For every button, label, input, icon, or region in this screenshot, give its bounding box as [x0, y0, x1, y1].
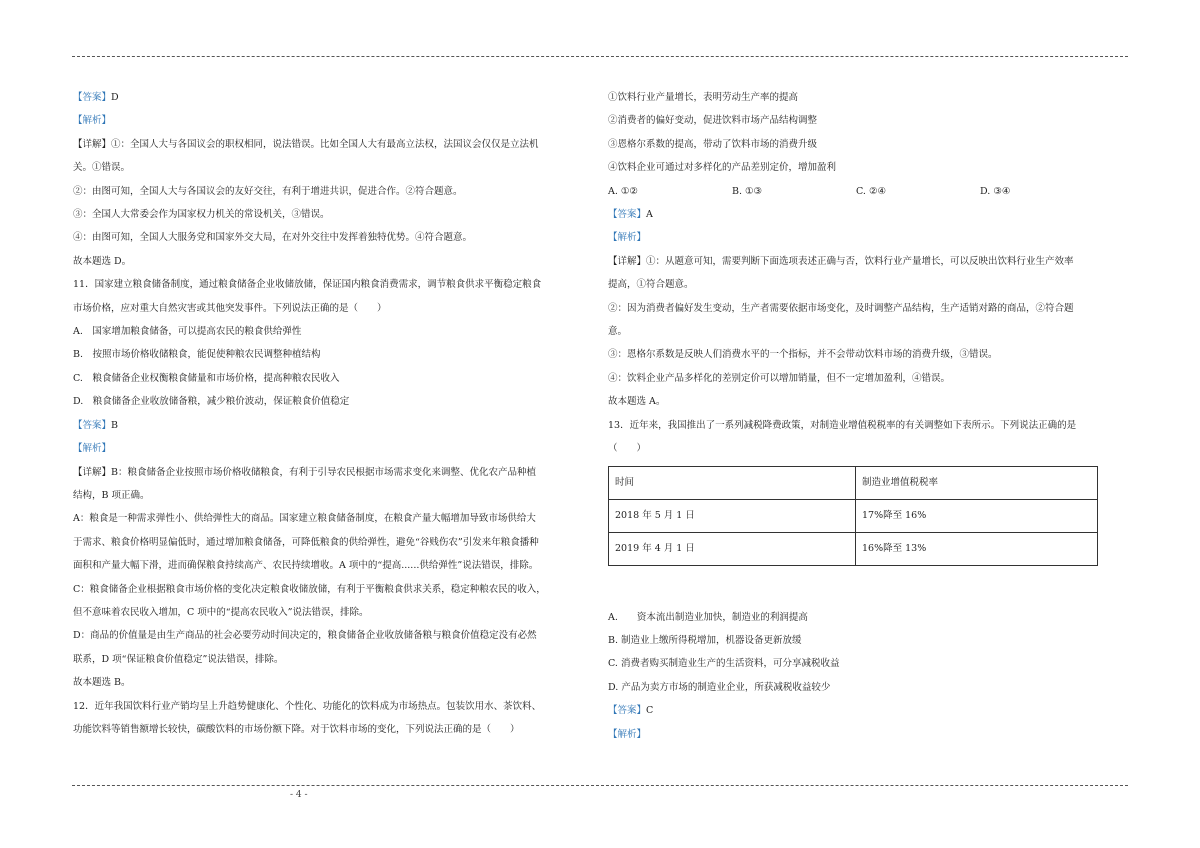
line-text: 但不意味着农民收入增加，C 项中的“提高农民收入”说法错误，排除。: [73, 606, 369, 618]
text-line: [73, 695, 593, 718]
section-tag: 【答案】: [608, 705, 647, 717]
text-line: [608, 390, 1133, 413]
section-tag: 【答案】: [73, 419, 112, 431]
text-line: [608, 699, 1133, 722]
text-line: [73, 531, 593, 554]
text-line: [73, 109, 593, 132]
text-line: [608, 367, 1133, 390]
q12-option-a: A. ①②: [608, 185, 638, 197]
line-text: 关。①错误。: [73, 162, 131, 174]
text-line: [608, 297, 1133, 320]
text-line: [73, 390, 593, 413]
q12-option-d: D. ③④: [980, 185, 1011, 197]
line-text: 提高，①符合题意。: [608, 279, 694, 291]
text-line: [608, 320, 1133, 343]
table-cell: 16%降至 13%: [856, 532, 1098, 565]
line-text: 功能饮料等销售额增长较快，碳酸饮料的市场份额下降。对于饮料市场的变化，下列说法正确的是（ ）: [73, 723, 520, 735]
text-line: [73, 624, 593, 647]
left-column: [73, 86, 593, 741]
text-line: [73, 461, 593, 484]
line-text: D: [111, 92, 119, 103]
table-row: [609, 499, 1098, 532]
text-line: [73, 484, 593, 507]
line-text: ③：恩格尔系数是反映人们消费水平的一个指标，并不会带动饮料市场的消费升级，③错误。: [608, 349, 998, 361]
table-header-cell: 时间: [609, 466, 856, 499]
text-line: [73, 297, 593, 320]
text-line: [608, 156, 1133, 179]
line-text: 故本题选 B。: [73, 677, 131, 689]
line-text: 故本题选 A。: [608, 396, 666, 408]
line-text: ④饮料企业可通过对多样化的产品差别定价，增加盈利: [608, 162, 837, 174]
line-text: A. 国家增加粮食储备，可以提高农民的粮食供给弹性: [73, 326, 302, 338]
text-line: [608, 86, 1133, 109]
text-line: [608, 273, 1133, 296]
text-line: [608, 606, 1133, 629]
q12-option-b: B. ①③: [732, 185, 763, 197]
text-line: [73, 414, 593, 437]
table-cell: 2019 年 4 月 1 日: [609, 532, 856, 565]
text-line: [73, 86, 593, 109]
line-text: 意。: [608, 326, 628, 338]
section-tag: 【答案】: [608, 209, 647, 221]
text-line: [73, 578, 593, 601]
section-tag: 【解析】: [608, 728, 647, 740]
text-line: [608, 414, 1133, 437]
section-tag: 【解析】: [73, 443, 112, 455]
header-rule: [72, 56, 1128, 57]
line-text: ①饮料行业产量增长，表明劳动生产率的提高: [608, 92, 799, 103]
line-text: 故本题选 D。: [73, 255, 132, 267]
text-line: [73, 507, 593, 530]
section-tag: 【解析】: [608, 232, 647, 244]
line-text: ②：由图可知，全国人大与各国议会的友好交往，有利于增进共识，促进合作。②符合题意。: [73, 185, 463, 197]
line-text: 联系，D 项“保证粮食价值稳定”说法错误，排除。: [73, 653, 284, 665]
text-line: [608, 676, 1133, 699]
text-line: [73, 180, 593, 203]
text-line: [73, 226, 593, 249]
text-line: [608, 629, 1133, 652]
text-line: [73, 437, 593, 460]
text-line: [73, 554, 593, 577]
line-text: 13．近年来，我国推出了一系列减税降费政策，对制造业增值税税率的有关调整如下表所示。下列说法正确的是: [608, 419, 1077, 431]
text-line: [608, 250, 1133, 273]
line-text: ②：因为消费者偏好发生变动，生产者需要依据市场变化，及时调整产品结构，生产适销对路的商品，②符合题: [608, 302, 1074, 314]
text-line: [608, 343, 1133, 366]
text-line: [73, 718, 593, 741]
line-text: C. 消费者购买制造业生产的生活资料，可分享减税收益: [608, 658, 840, 670]
line-text: A: [646, 209, 653, 221]
text-line: [608, 723, 1133, 746]
page-number: - 4 -: [290, 790, 308, 800]
line-text: B. 制造业上缴所得税增加，机器设备更新放缓: [608, 634, 802, 646]
line-text: A. 资本流出制造业加快，制造业的利润提高: [608, 611, 808, 623]
line-text: D：商品的价值量是由生产商品的社会必要劳动时间决定的，粮食储备企业收放储备粮与粮食价值稳定没有必然: [73, 630, 537, 642]
line-text: 【详解】B：粮食储备企业按照市场价格收储粮食，有利于引导农民根据市场需求变化来调整、优化农产品种植: [73, 466, 536, 478]
text-line: [73, 343, 593, 366]
text-line: [73, 250, 593, 273]
text-line: [73, 367, 593, 390]
table-cell: 2018 年 5 月 1 日: [609, 499, 856, 532]
text-line: [608, 437, 1133, 460]
q12-option-c: C. ②④: [856, 185, 887, 197]
line-text: 结构，B 项正确。: [73, 489, 150, 501]
line-text: 12．近年我国饮料行业产销均呈上升趋势健康化、个性化、功能化的饮料成为市场热点。包装饮用水、茶饮料、: [73, 700, 542, 712]
text-line: [73, 156, 593, 179]
line-text: 面积和产量大幅下滑，进而确保粮食持续高产、农民持续增收。A 项中的“提高......供给弹性”说法错误，排除。: [73, 560, 539, 572]
line-text: ④：由图可知，全国人大服务党和国家外交大局，在对外交往中发挥着独特优势。④符合题意。: [73, 232, 473, 244]
text-line: [73, 648, 593, 671]
table-header-row: [609, 466, 1098, 499]
line-text: （ ）: [608, 443, 647, 455]
line-text: D. 粮食储备企业收放储备粮，减少粮价波动，保证粮食价值稳定: [73, 396, 350, 408]
text-line: [608, 109, 1133, 132]
table-row: [609, 532, 1098, 565]
line-text: A：粮食是一种需求弹性小、供给弹性大的商品。国家建立粮食储备制度，在粮食产量大幅增加导致市场供给大: [73, 513, 536, 525]
table-header-cell: 制造业增值税税率: [856, 466, 1098, 499]
section-tag: 【答案】: [73, 92, 112, 103]
line-text: C. 粮食储备企业权衡粮食储量和市场价格，提高种粮农民收入: [73, 372, 340, 384]
text-line: [608, 226, 1133, 249]
line-text: 11．国家建立粮食储备制度，通过粮食储备企业收储放储，保证国内粮食消费需求，调节粮食供求平衡稳定粮食: [73, 279, 542, 291]
text-line: [73, 133, 593, 156]
tax-rate-table: [608, 466, 1098, 566]
line-text: ④：饮料企业产品多样化的差别定价可以增加销量，但不一定增加盈利，④错误。: [608, 372, 951, 384]
line-text: ③：全国人大常委会作为国家权力机关的常设机关，③错误。: [73, 209, 330, 221]
line-text: 于需求、粮食价格明显偏低时，通过增加粮食储备，可降低粮食的供给弹性，避免“谷贱伤农”引发来年粮食播种: [73, 536, 539, 548]
line-text: B. 按照市场价格收储粮食，能促使种粮农民调整种植结构: [73, 349, 321, 361]
text-line: [608, 203, 1133, 226]
text-line: [608, 133, 1133, 156]
line-text: D. 产品为卖方市场的制造业企业，所获减税收益较少: [608, 681, 831, 693]
text-line: [73, 320, 593, 343]
line-text: ③恩格尔系数的提高，带动了饮料市场的消费升级: [608, 138, 818, 150]
text-line: [608, 652, 1133, 675]
line-text: C：粮食储备企业根据粮食市场价格的变化决定粮食收储放储，有利于平衡粮食供求关系，稳定种粮农民的收入，: [73, 583, 546, 595]
text-line: [73, 671, 593, 694]
line-text: C: [646, 705, 654, 717]
section-tag: 【解析】: [73, 115, 112, 127]
text-line: [73, 273, 593, 296]
line-text: B: [111, 419, 118, 431]
text-line: [73, 601, 593, 624]
line-text: ②消费者的偏好变动，促进饮料市场产品结构调整: [608, 115, 818, 127]
table-cell: 17%降至 16%: [856, 499, 1098, 532]
text-line: [73, 203, 593, 226]
line-text: 市场价格，应对重大自然灾害或其他突发事件。下列说法正确的是（ ）: [73, 302, 387, 314]
line-text: 【详解】①：全国人大与各国议会的职权相同，说法错误。比如全国人大有最高立法权，法国议会仅仅是立法机: [73, 138, 539, 150]
q12-options: [608, 180, 1133, 203]
line-text: 【详解】①：从题意可知，需要判断下面选项表述正确与否，饮料行业产量增长，可以反映出饮料行业生产效率: [608, 255, 1074, 267]
footer-rule: [72, 785, 1128, 786]
right-column: [608, 86, 1133, 746]
